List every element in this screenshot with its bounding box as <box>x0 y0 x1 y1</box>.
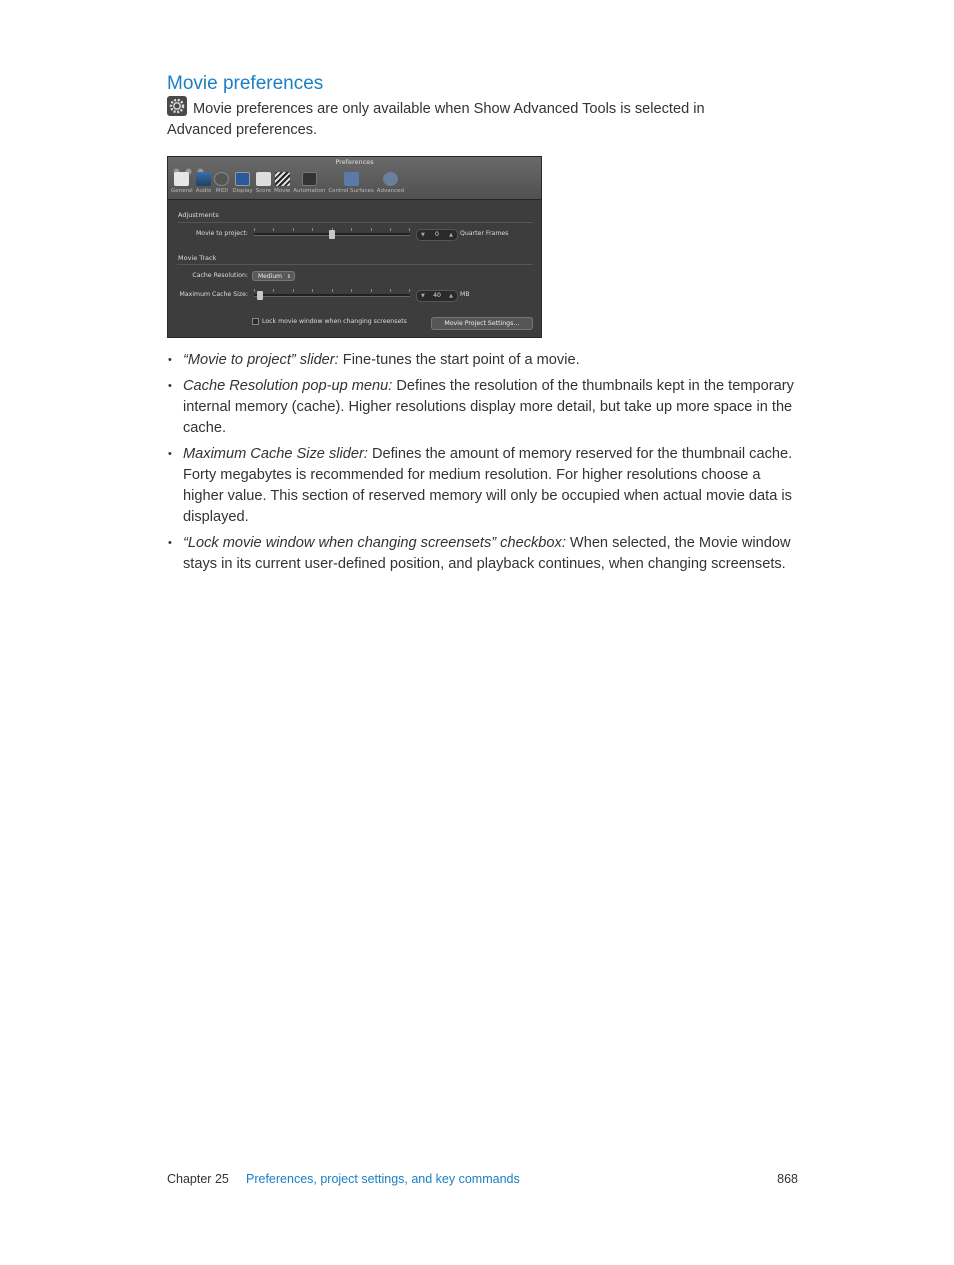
midi-icon <box>214 172 229 186</box>
divider <box>177 264 533 265</box>
slider-thumb[interactable] <box>257 291 263 300</box>
quarter-frames-unit: Quarter Frames <box>460 230 509 237</box>
increment-arrow-icon[interactable]: ▲ <box>449 232 453 238</box>
increment-arrow-icon[interactable]: ▲ <box>449 293 453 299</box>
list-item: • “Movie to project” slider: Fine-tunes the start point of a movie. <box>167 350 797 371</box>
window-content <box>168 200 541 340</box>
cache-resolution-popup[interactable]: Medium ⇕ <box>252 271 295 281</box>
adjustments-section-label: Adjustments <box>178 211 219 219</box>
tab-advanced[interactable]: Advanced <box>377 172 404 194</box>
preferences-toolbar <box>171 172 407 194</box>
tab-automation[interactable]: Automation <box>293 172 325 194</box>
tab-audio[interactable]: Audio <box>196 172 212 194</box>
bullet-list <box>167 350 797 580</box>
maximum-cache-size-label: Maximum Cache Size: <box>179 291 248 298</box>
lock-movie-window-checkbox[interactable] <box>252 318 259 325</box>
movie-clapper-icon <box>275 172 290 186</box>
intro-text: Movie preferences are only available when Show Advanced Tools is selected in Advanced preferences. <box>167 101 705 138</box>
movie-to-project-label: Movie to project: <box>195 230 248 237</box>
decrement-arrow-icon[interactable]: ▼ <box>421 232 425 238</box>
decrement-arrow-icon[interactable]: ▼ <box>421 293 425 299</box>
tab-score[interactable]: Score <box>256 172 271 194</box>
tab-movie[interactable]: Movie <box>274 172 290 194</box>
section-heading: Movie preferences <box>167 73 324 94</box>
advanced-gear-icon <box>383 172 398 186</box>
tab-display[interactable]: Display <box>232 172 252 194</box>
popup-arrows-icon: ⇕ <box>286 274 291 280</box>
chapter-number: Chapter 25 <box>167 1172 229 1186</box>
list-item: • Maximum Cache Size slider: Defines the amount of memory reserved for the thumbnail cache. Forty megabytes is recommended for medium resolution. For higher resolutions choose a higher value. This section of reserved memory will only be occupied when actual movie data is displayed. <box>167 444 797 528</box>
lock-movie-window-label: Lock movie window when changing screensets <box>262 318 407 325</box>
tab-midi[interactable]: MIDI <box>214 172 229 194</box>
cache-resolution-label: Cache Resolution: <box>192 272 248 279</box>
preferences-window-screenshot <box>167 156 542 338</box>
advanced-tools-gear-icon <box>167 96 187 116</box>
control-surfaces-icon <box>344 172 359 186</box>
page-number: 868 <box>777 1172 798 1186</box>
maximum-cache-size-stepper[interactable]: ▼ 40 ▲ <box>416 290 458 302</box>
window-title: Preferences <box>335 158 374 166</box>
score-icon <box>256 172 271 186</box>
audio-icon <box>196 172 211 186</box>
general-icon <box>174 172 189 186</box>
list-item: • Cache Resolution pop-up menu: Defines the resolution of the thumbnails kept in the temporary internal memory (cache). Higher resolutions display more detail, but take up more space in the cache. <box>167 376 797 439</box>
divider <box>177 222 533 223</box>
display-icon <box>235 172 250 186</box>
window-titlebar <box>168 157 541 200</box>
automation-icon <box>302 172 317 186</box>
intro-paragraph <box>167 96 727 141</box>
list-item: • “Lock movie window when changing screensets” checkbox: When selected, the Movie window stays in its current user-defined position, and playback continues, when changing screensets. <box>167 533 797 575</box>
slider-thumb[interactable] <box>329 230 335 239</box>
mb-unit: MB <box>460 291 470 298</box>
tab-general[interactable]: General <box>171 172 193 194</box>
movie-project-settings-button[interactable]: Movie Project Settings… <box>431 317 533 330</box>
movie-track-section-label: Movie Track <box>178 254 217 262</box>
tab-control-surfaces[interactable]: Control Surfaces <box>328 172 373 194</box>
movie-to-project-stepper[interactable]: ▼ 0 ▲ <box>416 229 458 241</box>
chapter-title-link[interactable]: Preferences, project settings, and key commands <box>246 1172 520 1186</box>
